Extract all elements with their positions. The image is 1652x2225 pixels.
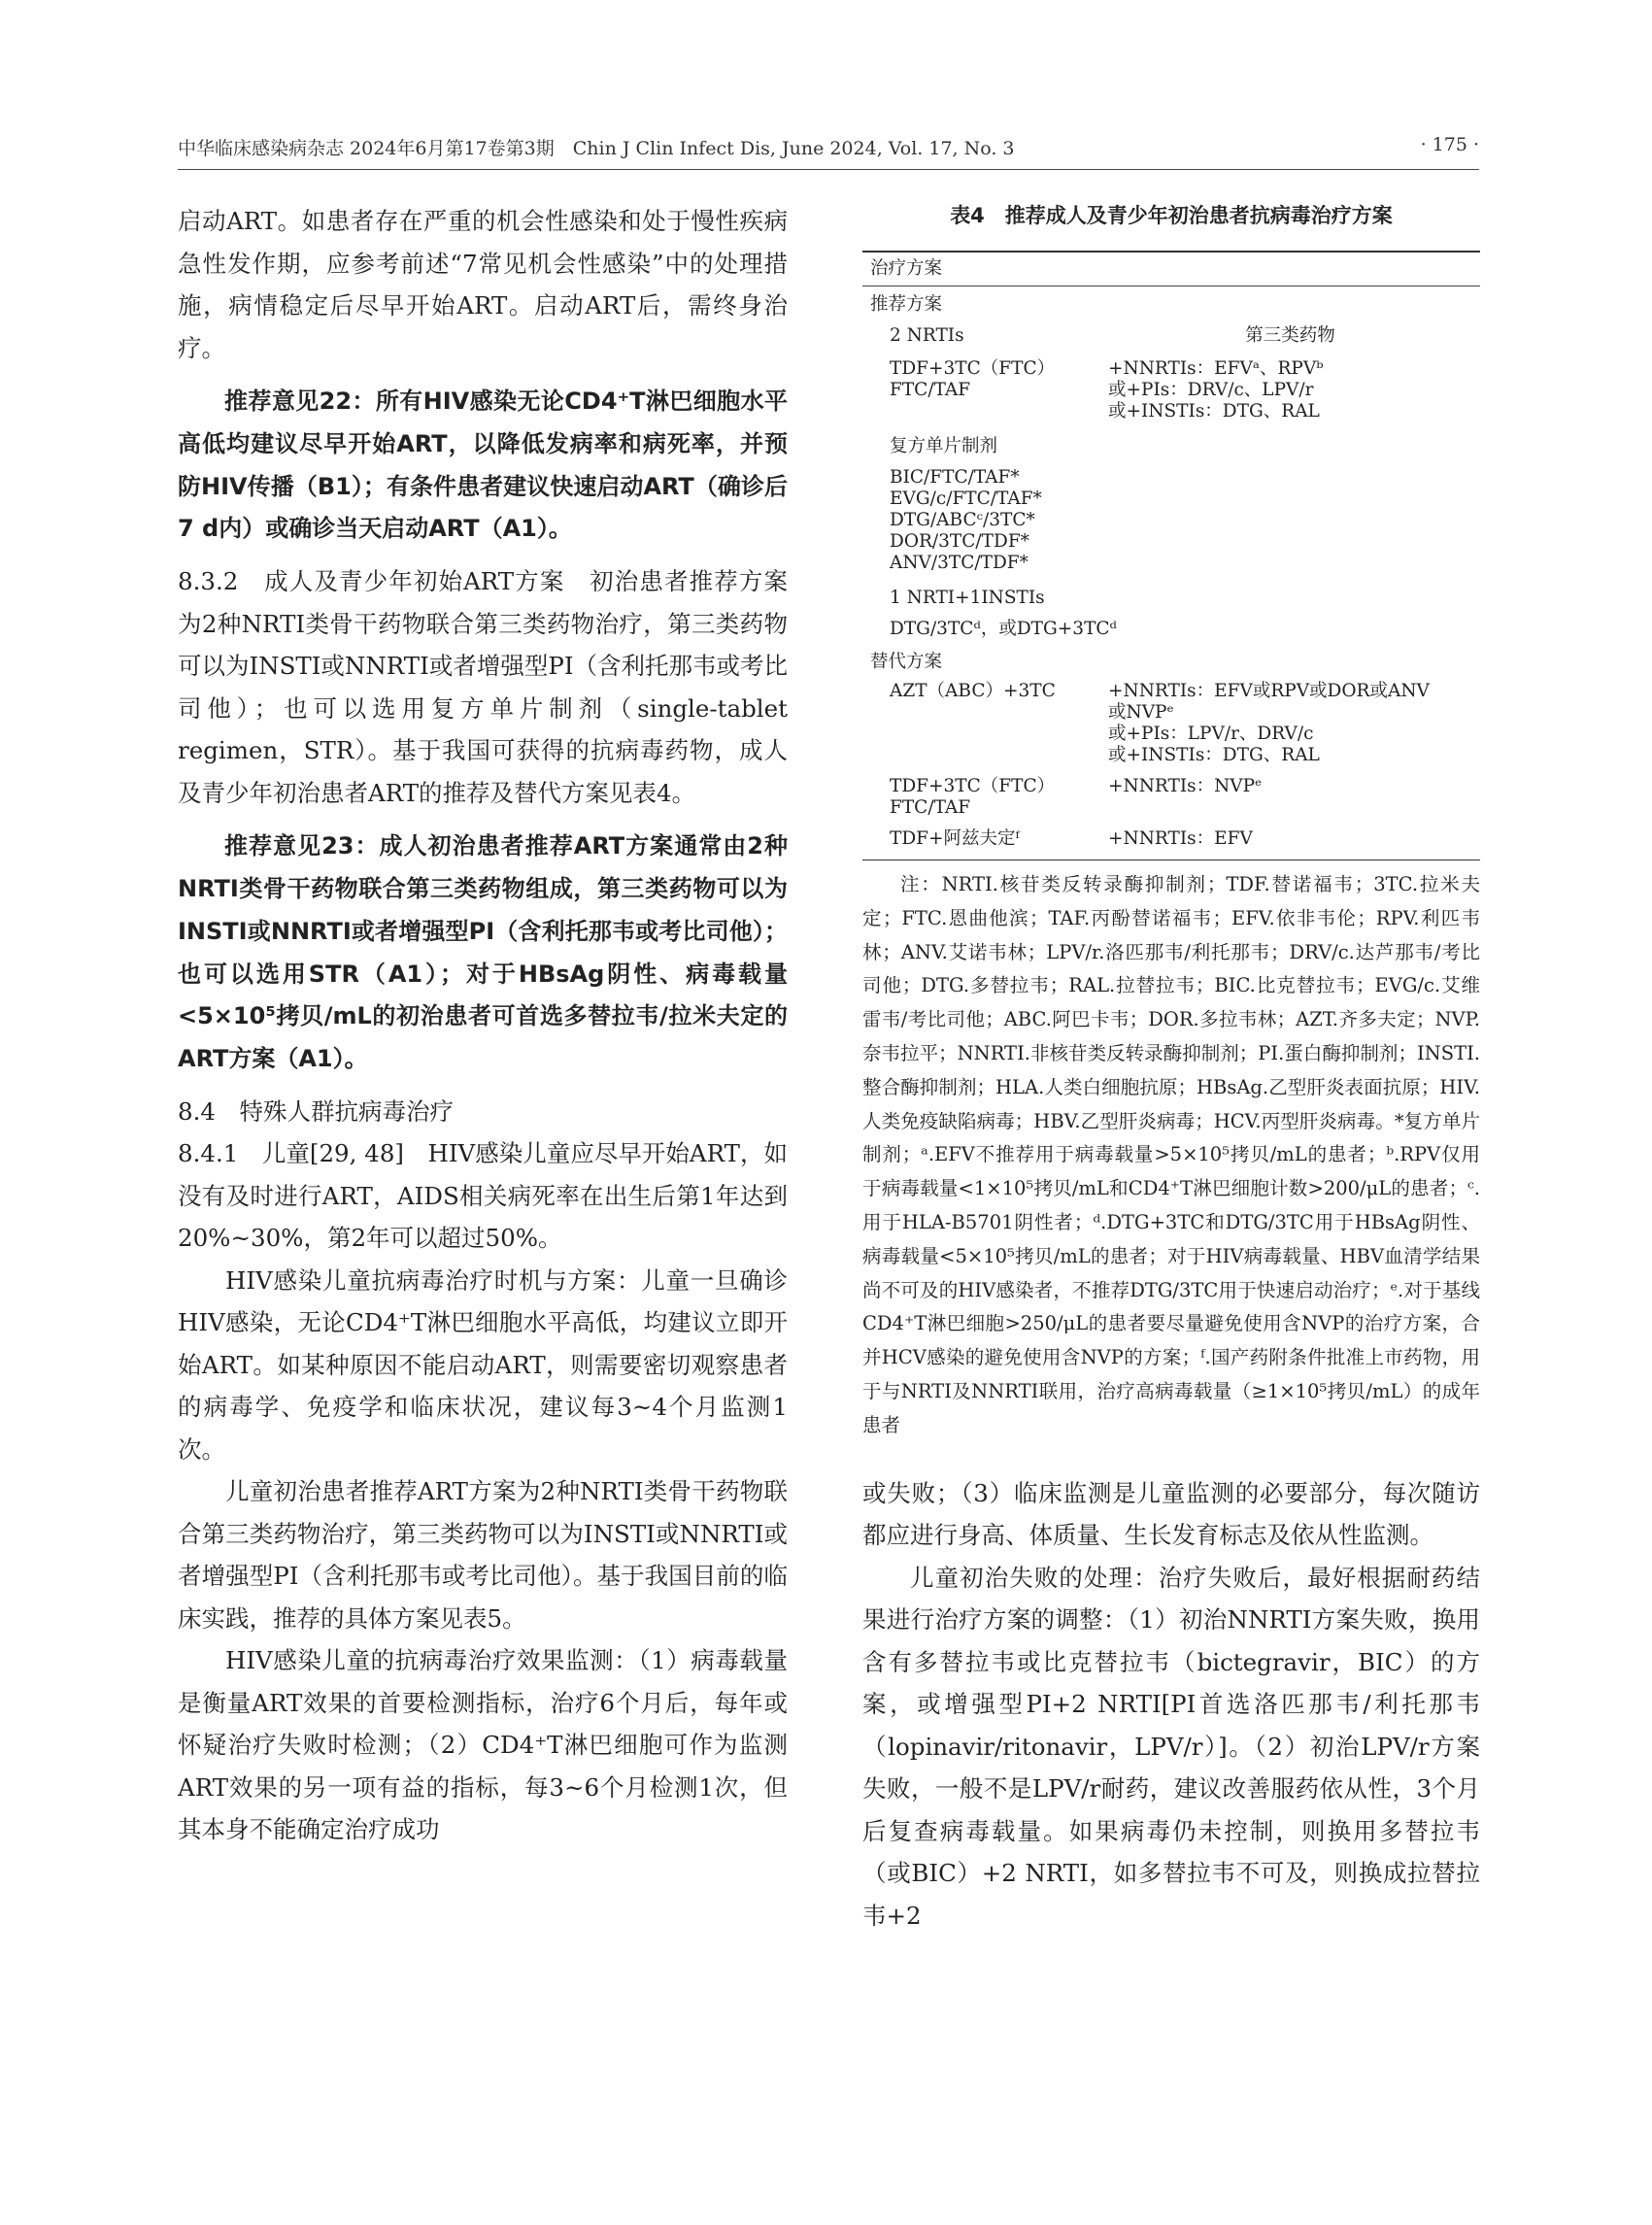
paragraph: 儿童初治失败的处理：治疗失败后，最好根据耐药结果进行治疗方案的调整：（1）初治NNRTI方案失败，换用含有多替拉韦或比克替拉韦（bictegravir，BIC）的方案，或增强型PI+2 NRTI[PI首选洛匹那韦/利托那韦（lopinavir/ritonavir，LPV/r）]。（2）初治LPV/r方案失败，一般不是LPV/r耐药，建议改善服药依从性，3个月后复查病毒载量。如果病毒仍未控制，则换用多替拉韦（或BIC）+2 NRTI，如多替拉韦不可及，则换成拉替拉韦+2 — [862, 1563, 1480, 1930]
recommendation-22: 推荐意见22：所有HIV感染无论CD4⁺T淋巴细胞水平高低均建议尽早开始ART，以降低发病率和病死率，并预防HIV传播（B1）；有条件患者建议快速启动ART（确诊后7 d内）或确诊当天启动ART（A1）。 — [178, 388, 788, 543]
table-note: 注：NRTI.核苷类反转录酶抑制剂；TDF.替诺福韦；3TC.拉米夫定；FTC.恩曲他滨；TAF.丙酚替诺福韦；EFV.依非韦伦；RPV.利匹韦林；ANV.艾诺韦林；LPV/r.洛匹那韦/利托那韦；DRV/c.达芦那韦/考比司他；DTG.多替拉韦；RAL.拉替拉韦；BIC.比克替拉韦；EVG/c.艾维雷韦/考比司他；ABC.阿巴卡韦；DOR.多拉韦林；AZT.齐多夫定；NVP.奈韦拉平；NNRTI.非核苷类反转录酶抑制剂；PI.蛋白酶抑制剂；INSTI.整合酶抑制剂；HLA.人类白细胞抗原；HBsAg.乙型肝炎表面抗原；HIV.人类免疫缺陷病毒；HBV.乙型肝炎病毒；HCV.丙型肝炎病毒。*复方单片制剂；ᵃ.EFV不推荐用于病毒载量>5×10⁵拷贝/mL的患者；ᵇ.RPV仅用于病毒载量<1×10⁵拷贝/mL和CD4⁺T淋巴细胞计数>200/μL的患者；ᶜ.用于HLA-B5701阴性者；ᵈ.DTG+3TC和DTG/3TC用于HBsAg阴性、病毒载量<5×10⁵拷贝/mL的患者；对于HIV病毒载量、HBV血清学结果尚不可及的HIV感染者，不推荐DTG/3TC用于快速启动治疗；ᵉ.对于基线CD4⁺T淋巴细胞>250/μL的患者要尽量避免使用含NVP的治疗方案，合并HCV感染的避免使用含NVP的方案；ᶠ.国产药附条件批准上市药物，用于与NRTI及NNRTI联用，治疗高病毒载量（≥1×10⁵拷贝/mL）的成年患者 — [862, 873, 1480, 1436]
cell: AZT（ABC）+3TC — [890, 681, 1056, 701]
recommendation-23: 推荐意见23：成人初治患者推荐ART方案通常由2种NRTI类骨干药物联合第三类药物组成，第三类药物可以为INSTI或NNRTI或者增强型PI（含利托那韦或考比司他）；也可以选用STR（A1）；对于HBsAg阴性、病毒载量<5×10⁵拷贝/mL的初治患者可首选多替拉韦/拉米夫定的ART方案（A1）。 — [178, 832, 788, 1073]
table-row — [862, 770, 1480, 823]
str-label: 复方单片制剂 — [890, 436, 998, 456]
table-row — [862, 823, 1480, 854]
section-8-3-2: 8.3.2 成人及青少年初始ART方案 初治患者推荐方案为2种NRTI类骨干药物联合第三类药物治疗，第三类药物可以为INSTI或NNRTI或者增强型PI（含利托那韦或考比司他）；也可以选用复方单片制剂（single-tablet regimen，STR）。基于我国可获得的抗病毒药物，成人及青少年初治患者ART的推荐及替代方案见表4。 — [178, 567, 788, 807]
cell: TDF+3TC（FTC） FTC/TAF — [890, 776, 1056, 818]
table-body — [862, 251, 1480, 860]
paragraph: 启动ART。如患者存在严重的机会性感染和处于慢性疾病急性发作期，应参考前述“7常见机会性感染”中的处理措施，病情稳定后尽早开始ART。启动ART后，需终身治疗。 — [178, 207, 788, 362]
journal-citation: 中华临床感染病杂志 2024年6月第17卷第3期 Chin J Clin Infect Dis, June 2024, Vol. 17, No. 3 — [178, 138, 1015, 159]
cell: +NNRTIs：EFV — [1108, 828, 1253, 849]
str-list: BIC/FTC/TAF* EVG/c/FTC/TAF* DTG/ABCᶜ/3TC* DOR/3TC/TDF* ANV/3TC/TDF* — [890, 467, 1042, 573]
cell: +NNRTIs：EFVᵃ、RPVᵇ 或+PIs：DRV/c、LPV/r 或+INSTIs：DTG、RAL — [1108, 358, 1324, 421]
table-row — [862, 353, 1480, 426]
table-header: 治疗方案 — [862, 253, 1480, 287]
column-headers — [862, 318, 1480, 353]
nrti-insti-label: 1 NRTI+1INSTIs — [890, 588, 1045, 608]
table-title: 表4 推荐成人及青少年初治患者抗病毒治疗方案 — [950, 204, 1393, 227]
running-header — [178, 130, 1479, 170]
section-heading-8-4: 8.4 特殊人群抗病毒治疗 — [178, 1096, 454, 1126]
section-8-4-1: 8.4.1 儿童[29, 48] HIV感染儿童应尽早开始ART，如没有及时进行ART，AIDS相关病死率在出生后第1年达到20%~30%，第2年可以超过50%。 — [178, 1139, 788, 1253]
group-recommended: 推荐方案 — [870, 294, 943, 315]
paragraph: HIV感染儿童的抗病毒治疗效果监测：（1）病毒载量是衡量ART效果的首要检测指标，治疗6个月后，每年或怀疑治疗失败时检测；（2）CD4⁺T淋巴细胞可作为监测ART效果的另一项有益的指标，每3~6个月检测1次，但其本身不能确定治疗成功 — [178, 1646, 788, 1844]
cell: TDF+阿兹夫定ᶠ — [890, 828, 1020, 849]
cell: +NNRTIs：EFV或RPV或DOR或ANV 或NVPᵉ 或+PIs：LPV/r、DRV/c 或+INSTIs：DTG、RAL — [1108, 681, 1430, 765]
col-third-drug: 第三类药物 — [1245, 325, 1335, 346]
group-alternative: 替代方案 — [870, 652, 943, 672]
table-4 — [862, 200, 1480, 1443]
table-row — [862, 675, 1480, 770]
col-nrtis: 2 NRTIs — [890, 325, 964, 346]
paragraph: 儿童初治患者推荐ART方案为2种NRTI类骨干药物联合第三类药物治疗，第三类药物可以为INSTI或NNRTI或者增强型PI（含利托那韦或考比司他）。基于我国目前的临床实践，推荐的具体方案见表5。 — [178, 1477, 788, 1633]
paragraph: 或失败；（3）临床监测是儿童监测的必要部分，每次随访都应进行身高、体质量、生长发育标志及依从性监测。 — [862, 1478, 1480, 1550]
paragraph: HIV感染儿童抗病毒治疗时机与方案：儿童一旦确诊HIV感染，无论CD4⁺T淋巴细胞水平高低，均建议立即开始ART。如某种原因不能启动ART，则需要密切观察患者的病毒学、免疫学和临床状况，建议每3~4个月监测1次。 — [178, 1265, 788, 1464]
left-column — [178, 200, 788, 1851]
dtg-row: DTG/3TCᵈ，或DTG+3TCᵈ — [890, 619, 1117, 639]
page-number: · 175 · — [1420, 134, 1479, 155]
cell: TDF+3TC（FTC） FTC/TAF — [890, 358, 1056, 400]
cell: +NNRTIs：NVPᵉ — [1108, 776, 1263, 796]
right-column — [862, 200, 1480, 1937]
